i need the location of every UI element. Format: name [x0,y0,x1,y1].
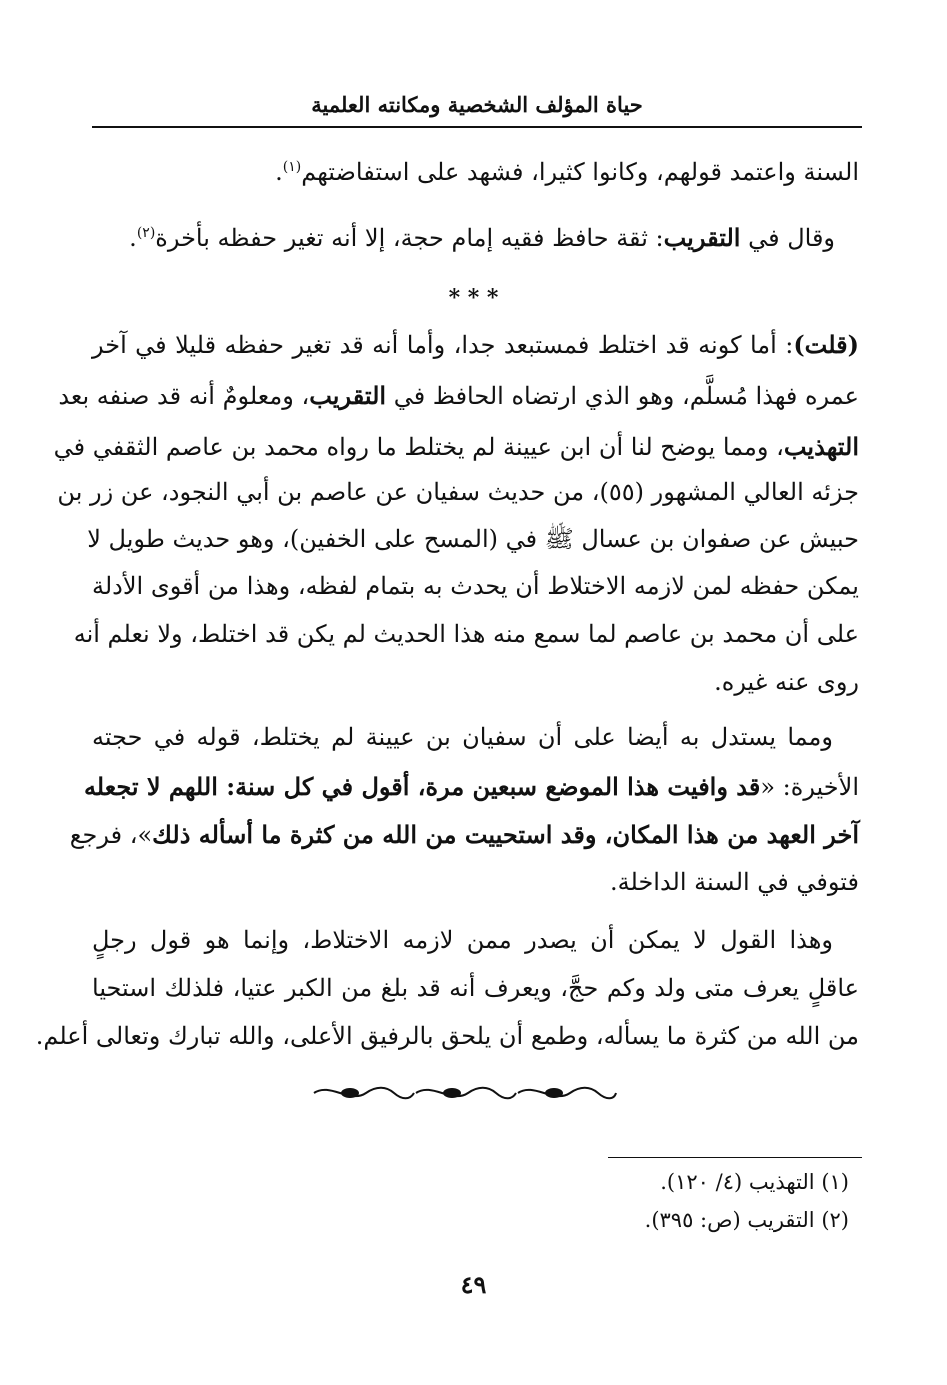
text-line: فتوفي في السنة الداخلة. [610,868,859,896]
footnote-ref: (٢) [136,225,156,241]
text-line: يمكن حفظه لمن لازمه الاختلاط أن يحدث به بتمام لفظه، وهذا من أقوى الأدلة [92,572,859,600]
running-header: حياة المؤلف الشخصية ومكانته العلمية [311,92,643,117]
text-line: عاقلٍ يعرف متى ولد وكم حجَّ، ويعرف أنه قد بلغ من الكبر عتيا، فلذلك استحيا [92,974,859,1002]
footnote-number: (٢) [821,1208,849,1232]
text-line: السنة واعتمد قولهم، وكانوا كثيرا، فشهد على استفاضتهم$^{(١)}$. [275,158,859,186]
section-separator: * * * [448,285,499,311]
text-line: من الله من كثرة ما يسأله، وطمع أن يلحق بالرفيق الأعلى، والله تبارك وتعالى أعلم. [35,1022,859,1050]
footnote-rule [608,1157,862,1158]
ornament-divider [310,1080,620,1106]
text-line: وهذا القول لا يمكن أن يصدر ممن لازمه الاختلاط، وإنما هو قول رجلٍ [92,926,833,954]
text-line: على أن محمد بن عاصم لما سمع منه هذا الحديث لم يكن قد اختلط، ولا نعلم أنه [73,620,859,648]
text-line: جزئه العالي المشهور (٥٥)، من حديث سفيان عن عاصم بن أبي النجود، عن زر بن [57,478,859,506]
footnote-number: (١) [821,1170,849,1194]
footnote-ref: (١) [282,159,302,175]
text-line: آخر العهد من هذا المكان، وقد استحييت من الله من كثرة ما أسأله ذلك»، فرجع [69,820,859,849]
footnote: (٢) التقريب (ص: ٣٩٥). [644,1208,849,1232]
text-line: الأخيرة: «قد وافيت هذا الموضع سبعين مرة، أقول في كل سنة: اللهم لا تجعله [83,772,859,801]
page-number: ٤٩ [460,1270,487,1299]
text-line: (قلت): أما كونه قد اختلط فمستبعد جدا، وأما أنه قد تغير حفظه قليلا في آخر [92,330,860,359]
text-line: وقال في التقريب: ثقة حافظ فقيه إمام حجة، إلا أنه تغير حفظه بأخرة$^{(٢)}$. [129,223,835,252]
text-line: روى عنه غيره. [714,668,859,696]
footnote: (١) التهذيب (٤/ ١٢٠). [660,1170,849,1194]
text-line: حبيش عن صفوان بن عسال ﷺ في (المسح على الخفين)، وهو حديث طويل لا [87,525,859,553]
text-line: عمره فهذا مُسلَّم، وهو الذي ارتضاه الحافظ في التقريب، ومعلومٌ أنه قد صنفه بعد [58,381,859,410]
text-line: ومما يستدل به أيضا على أن سفيان بن عيينة لم يختلط، قوله في حجته [92,723,833,751]
text-line: التهذيب، ومما يوضح لنا أن ابن عيينة لم يختلط ما رواه محمد بن عاصم الثقفي في [53,432,859,461]
header-rule [92,126,862,128]
